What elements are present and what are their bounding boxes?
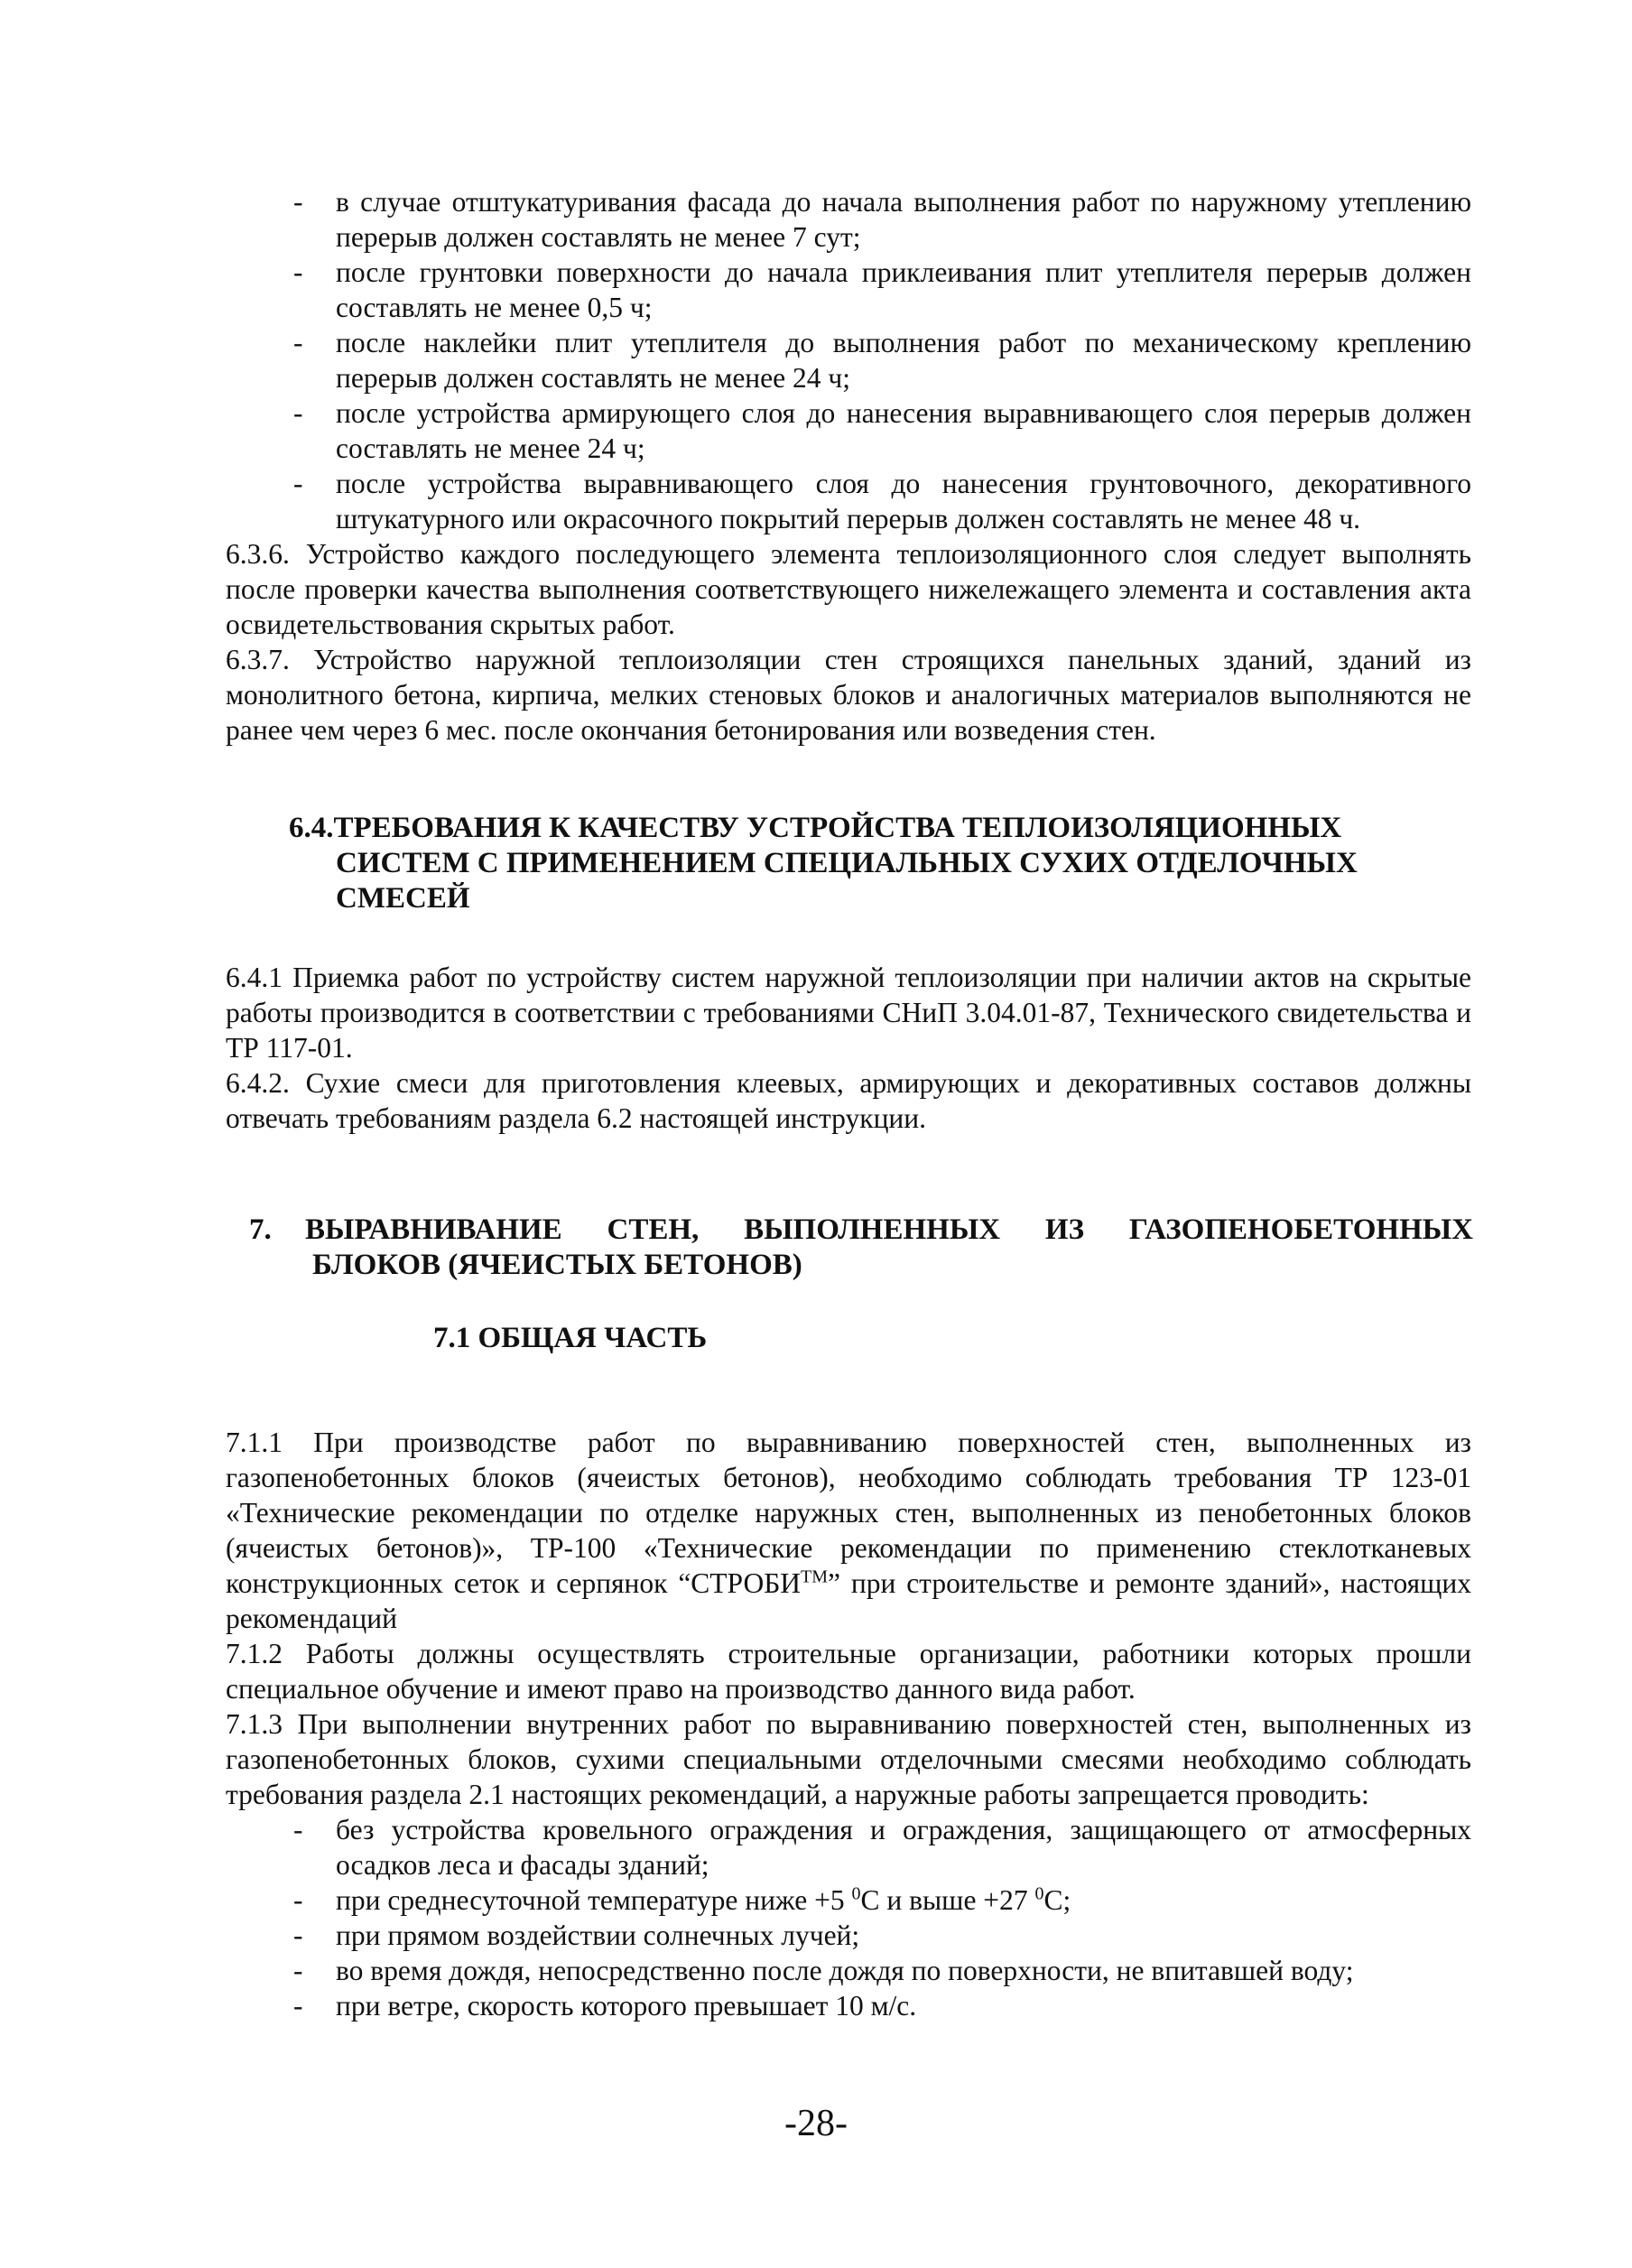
section-number: 7. bbox=[249, 1213, 272, 1246]
top-requirements-list bbox=[226, 184, 1471, 748]
paragraph-7-1-3: 7.1.3 При выполнении внутренних работ по выравниванию поверхностей стен, выполненных из газопенобетонных блоков, сухими специальными отделочными смесями необходимо соблюдать требования раздела 2.1 настоящих рекомендаций, а наружные работы запрещается проводить: bbox=[226, 1708, 1471, 1810]
paragraph-6-3-6: 6.3.6. Устройство каждого последующего элемента теплоизоляционного слоя следует выполнять после проверки качества выполнения соответствующего нижележащего элемента и составления акта освидетельствования скрытых работ. bbox=[226, 538, 1471, 640]
list-item: - при среднесуточной температуре ниже +5 $^0$С и выше +27 $^0$С; bbox=[293, 1883, 1071, 1916]
page-number: -28- bbox=[784, 2103, 848, 2144]
list-dash: - bbox=[293, 397, 303, 429]
paragraph-7-1-1: 7.1.1 При производстве работ по выравниванию поверхностей стен, выполненных из газопенобетонных блоков (ячеистых бетонов), необходимо соблюдать требования ТР 123-01 «Технические рекомендации по отделке наружных стен, выполненных из пенобетонных блоков (ячеистых бетонов)», ТР-100 «Технические рекомендации по применению стеклотканевых конструкционных сеток и серпянок “СТРОБИ™” при строительстве и ремонте зданий», настоящих рекомендаций bbox=[226, 1427, 1471, 1634]
list-dash: - bbox=[293, 1919, 303, 1951]
restrictions-list bbox=[226, 1812, 1471, 2023]
list-item: - после устройства армирующего слоя до нанесения выравнивающего слоя перерыв должен составлять не менее 24 ч; bbox=[293, 397, 1471, 464]
list-item: - во время дождя, непосредственно после дождя по поверхности, не впитавшей воду; bbox=[293, 1955, 1354, 1986]
list-item: - в случае отштукатуривания фасада до начала выполнения работ по наружному утеплению перерыв должен составлять не менее 7 сут; bbox=[293, 186, 1471, 253]
list-dash: - bbox=[293, 327, 303, 358]
section-heading-6-4: 6.4.ТРЕБОВАНИЯ К КАЧЕСТВУ УСТРОЙСТВА ТЕПЛОИЗОЛЯЦИОННЫХ СИСТЕМ С ПРИМЕНЕНИЕМ СПЕЦИАЛЬНЫХ СУХИХ ОТДЕЛОЧНЫХ СМЕСЕЙ bbox=[289, 812, 1358, 915]
list-item: - при прямом воздействии солнечных лучей; bbox=[293, 1919, 860, 1951]
paragraph-6-4-1: 6.4.1 Приемка работ по устройству систем наружной теплоизоляции при наличии актов на скрытые работы производится в соответствии с требованиями СНиП 3.04.01-87, Технического свидетельства и ТР 117-01. bbox=[226, 962, 1471, 1064]
subsection-heading-7-1: 7.1 ОБЩАЯ ЧАСТЬ bbox=[433, 1322, 708, 1354]
list-dash: - bbox=[293, 1955, 303, 1986]
list-dash: - bbox=[293, 256, 303, 288]
list-dash: - bbox=[293, 1814, 303, 1845]
list-item: - без устройства кровельного ограждения и ограждения, защищающего от атмосферных осадков леса и фасады зданий; bbox=[293, 1814, 1471, 1881]
list-item: - при ветре, скорость которого превышает 10 м/с. bbox=[293, 1990, 917, 2022]
paragraph-6-4-2: 6.4.2. Сухие смеси для приготовления клеевых, армирующих и декоративных составов должны отвечать требованиям раздела 6.2 настоящей инструкции. bbox=[226, 1067, 1471, 1134]
trademark-mark: TM bbox=[801, 1566, 829, 1587]
section-7-1-body bbox=[226, 1425, 1471, 2023]
list-dash: - bbox=[293, 1884, 303, 1916]
list-dash: - bbox=[293, 468, 303, 499]
list-dash: - bbox=[293, 1990, 303, 2022]
paragraph-6-3-7: 6.3.7. Устройство наружной теплоизоляции стен строящихся панельных зданий, зданий из монолитного бетона, кирпича, мелких стеновых блоков и аналогичных материалов выполняются не ранее чем через 6 мес. после окончания бетонирования или возведения стен. bbox=[226, 644, 1471, 746]
section-heading-7: 7. ВЫРАВНИВАНИЕ СТЕН, ВЫПОЛНЕННЫХ ИЗ ГАЗОПЕНОБЕТОННЫХ БЛОКОВ (ЯЧЕИСТЫХ БЕТОНОВ) bbox=[249, 1213, 1473, 1281]
list-item: - после устройства выравнивающего слоя до нанесения грунтовочного, декоративного штукатурного или окрасочного покрытий перерыв должен составлять не менее 48 ч. bbox=[293, 468, 1471, 534]
list-dash: - bbox=[293, 186, 303, 218]
paragraph-7-1-2: 7.1.2 Работы должны осуществлять строительные организации, работники которых прошли специальное обучение и имеют право на производство данного вида работ. bbox=[226, 1638, 1471, 1705]
list-item: - после наклейки плит утеплителя до выполнения работ по механическому креплению перерыв должен составлять не менее 24 ч; bbox=[293, 327, 1471, 394]
list-item: - после грунтовки поверхности до начала приклеивания плит утеплителя перерыв должен составлять не менее 0,5 ч; bbox=[293, 256, 1471, 323]
section-6-4-body bbox=[226, 960, 1471, 1136]
